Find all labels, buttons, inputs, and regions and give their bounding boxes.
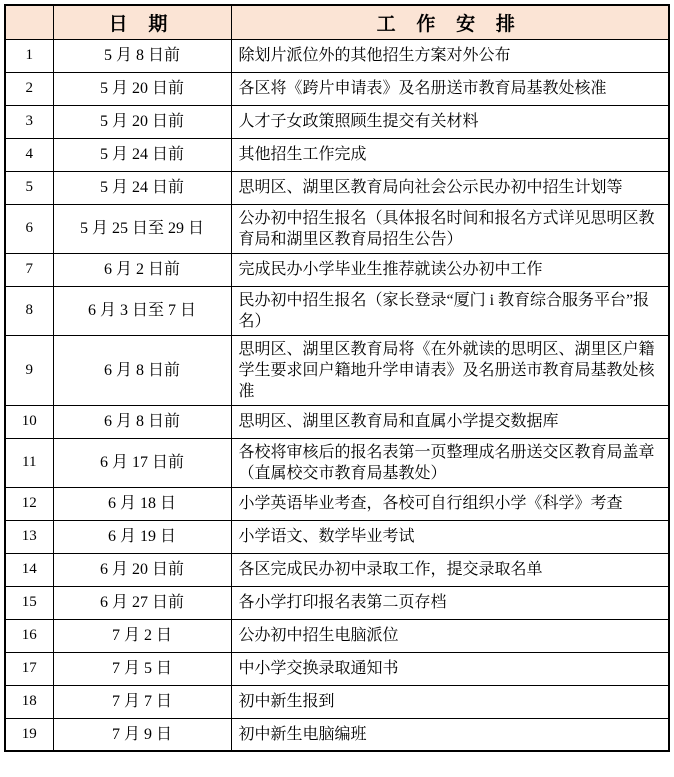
table-row xyxy=(5,586,669,619)
table-row xyxy=(5,105,669,138)
work-task-cell: 人才子女政策照顾生提交有关材料 xyxy=(231,105,669,138)
date-cell: 5 月 20 日前 xyxy=(53,105,231,138)
work-task-cell: 民办初中招生报名（家长登录“厦门 i 教育综合服务平台”报名） xyxy=(231,286,669,335)
work-task-cell: 各区将《跨片申请表》及名册送市教育局基教处核准 xyxy=(231,72,669,105)
date-cell: 6 月 2 日前 xyxy=(53,253,231,286)
table-row xyxy=(5,204,669,253)
table-row xyxy=(5,685,669,718)
table-row xyxy=(5,553,669,586)
work-task-cell: 各小学打印报名表第二页存档 xyxy=(231,586,669,619)
table-row xyxy=(5,718,669,751)
date-cell: 7 月 7 日 xyxy=(53,685,231,718)
row-number-cell: 8 xyxy=(5,286,53,335)
row-number-cell: 12 xyxy=(5,487,53,520)
row-number-cell: 16 xyxy=(5,619,53,652)
work-task-cell: 思明区、湖里区教育局将《在外就读的思明区、湖里区户籍学生要求回户籍地升学申请表》及名册送市教育局基教处核准 xyxy=(231,335,669,405)
work-task-cell: 思明区、湖里区教育局向社会公示民办初中招生计划等 xyxy=(231,171,669,204)
work-task-cell: 完成民办小学毕业生推荐就读公办初中工作 xyxy=(231,253,669,286)
table-row xyxy=(5,72,669,105)
date-cell: 6 月 17 日前 xyxy=(53,438,231,487)
work-task-cell: 各区完成民办初中录取工作，提交录取名单 xyxy=(231,553,669,586)
row-number-cell: 7 xyxy=(5,253,53,286)
date-cell: 7 月 2 日 xyxy=(53,619,231,652)
row-number-cell: 2 xyxy=(5,72,53,105)
date-cell: 5 月 20 日前 xyxy=(53,72,231,105)
row-number-cell: 9 xyxy=(5,335,53,405)
table-row xyxy=(5,286,669,335)
row-number-cell: 5 xyxy=(5,171,53,204)
row-number-cell: 1 xyxy=(5,39,53,72)
table-row xyxy=(5,335,669,405)
work-task-cell: 思明区、湖里区教育局和直属小学提交数据库 xyxy=(231,405,669,438)
table-row xyxy=(5,171,669,204)
row-number-cell: 17 xyxy=(5,652,53,685)
work-task-cell: 其他招生工作完成 xyxy=(231,138,669,171)
enrollment-schedule-table xyxy=(4,4,670,752)
table-row xyxy=(5,487,669,520)
date-cell: 7 月 9 日 xyxy=(53,718,231,751)
date-cell: 5 月 24 日前 xyxy=(53,171,231,204)
date-cell: 5 月 24 日前 xyxy=(53,138,231,171)
table-row xyxy=(5,138,669,171)
date-cell: 6 月 3 日至 7 日 xyxy=(53,286,231,335)
row-number-cell: 4 xyxy=(5,138,53,171)
work-task-cell: 公办初中招生报名（具体报名时间和报名方式详见思明区教育局和湖里区教育局招生公告） xyxy=(231,204,669,253)
work-task-cell: 除划片派位外的其他招生方案对外公布 xyxy=(231,39,669,72)
row-number-cell: 6 xyxy=(5,204,53,253)
date-cell: 7 月 5 日 xyxy=(53,652,231,685)
date-cell: 6 月 8 日前 xyxy=(53,405,231,438)
row-number-cell: 18 xyxy=(5,685,53,718)
date-cell: 6 月 20 日前 xyxy=(53,553,231,586)
header-date-cell: 日 期 xyxy=(53,5,231,39)
date-cell: 5 月 25 日至 29 日 xyxy=(53,204,231,253)
schedule-table-body xyxy=(5,39,669,751)
date-cell: 5 月 8 日前 xyxy=(53,39,231,72)
work-task-cell: 中小学交换录取通知书 xyxy=(231,652,669,685)
date-cell: 6 月 18 日 xyxy=(53,487,231,520)
work-task-cell: 各校将审核后的报名表第一页整理成名册送交区教育局盖章（直属校交市教育局基教处） xyxy=(231,438,669,487)
row-number-cell: 13 xyxy=(5,520,53,553)
work-task-cell: 初中新生报到 xyxy=(231,685,669,718)
work-task-cell: 小学语文、数学毕业考试 xyxy=(231,520,669,553)
table-row xyxy=(5,652,669,685)
row-number-cell: 14 xyxy=(5,553,53,586)
row-number-cell: 3 xyxy=(5,105,53,138)
date-cell: 6 月 19 日 xyxy=(53,520,231,553)
header-index-cell xyxy=(5,5,53,39)
row-number-cell: 15 xyxy=(5,586,53,619)
table-row xyxy=(5,405,669,438)
table-header xyxy=(5,5,669,39)
table-row xyxy=(5,39,669,72)
table-row xyxy=(5,438,669,487)
work-task-cell: 初中新生电脑编班 xyxy=(231,718,669,751)
header-work-cell: 工 作 安 排 xyxy=(231,5,669,39)
table-row xyxy=(5,520,669,553)
header-row xyxy=(5,5,669,39)
table-row xyxy=(5,619,669,652)
row-number-cell: 19 xyxy=(5,718,53,751)
date-cell: 6 月 27 日前 xyxy=(53,586,231,619)
row-number-cell: 11 xyxy=(5,438,53,487)
row-number-cell: 10 xyxy=(5,405,53,438)
work-task-cell: 公办初中招生电脑派位 xyxy=(231,619,669,652)
table-row xyxy=(5,253,669,286)
work-task-cell: 小学英语毕业考查，各校可自行组织小学《科学》考查 xyxy=(231,487,669,520)
date-cell: 6 月 8 日前 xyxy=(53,335,231,405)
